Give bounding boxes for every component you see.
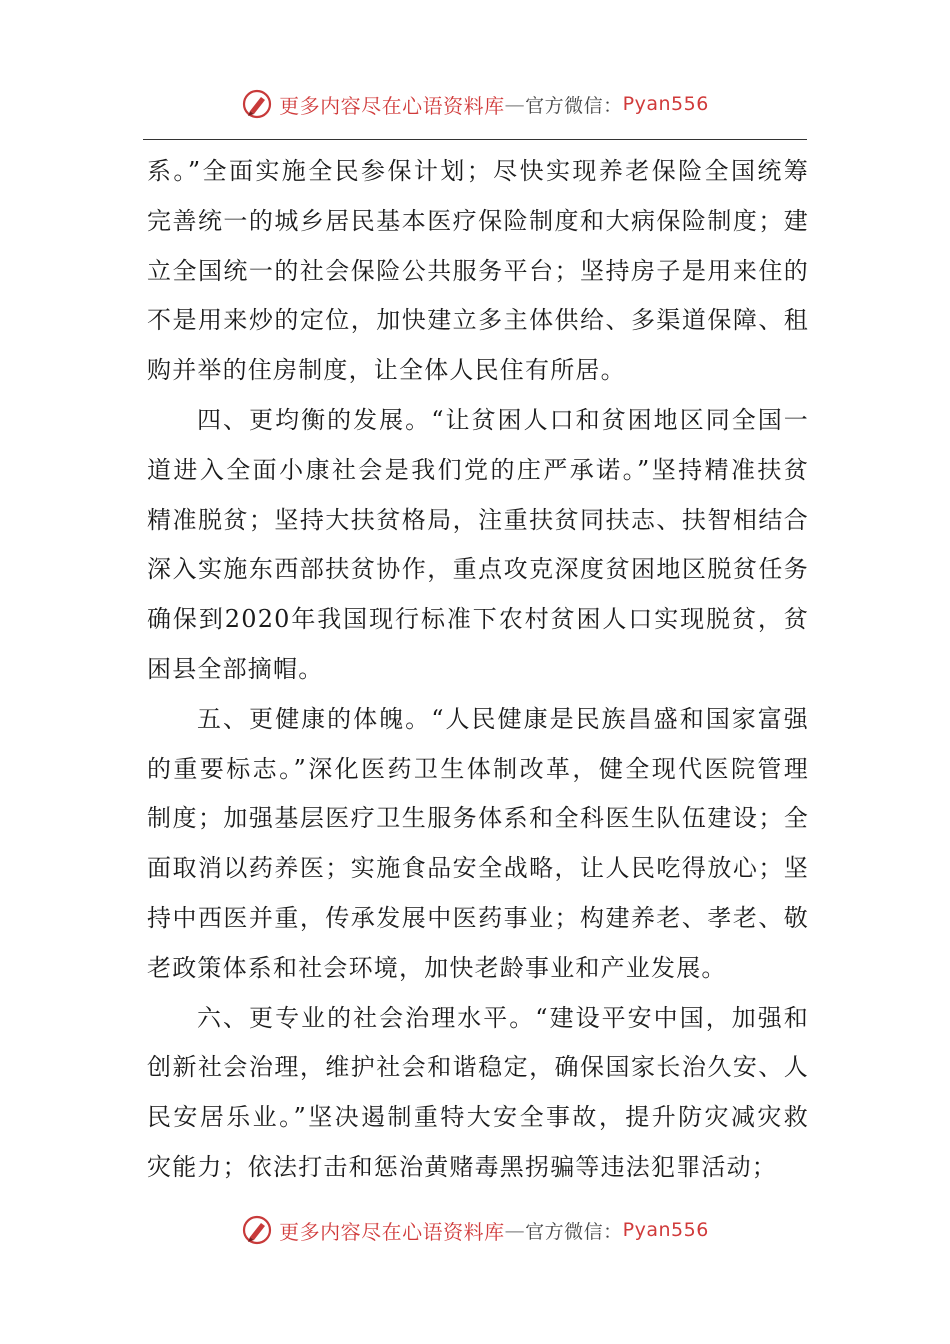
paragraph-four-start: 四、更均衡的发展。“让贫困人口和贫困地区同全国一 — [197, 405, 809, 434]
header-banner — [0, 84, 950, 124]
header-divider — [143, 139, 807, 140]
text-line: 制度；加强基层医疗卫生服务体系和全科医生队伍建设；全 — [147, 804, 809, 833]
text-line: 不是用来炒的定位，加快建立多主体供给、多渠道保障、租 — [147, 306, 809, 335]
text-line: 的重要标志。”深化医药卫生体制改革，健全现代医院管理 — [147, 754, 809, 783]
footer-separator: — — [504, 1218, 526, 1242]
text-line: 创新社会治理，维护社会和谐稳定，确保国家长治久安、人 — [147, 1053, 809, 1082]
text-line: 困县全部摘帽。 — [147, 654, 324, 683]
pen-logo-icon — [241, 88, 273, 120]
footer-promo: 更多内容尽在心语资料库 — [279, 1219, 505, 1244]
header-promo: 更多内容尽在心语资料库 — [279, 93, 505, 118]
paragraph-six-start: 六、更专业的社会治理水平。“建设平安中国，加强和 — [197, 1003, 809, 1032]
text-line: 面取消以药养医；实施食品安全战略，让人民吃得放心；坚 — [147, 854, 809, 883]
text-line: 灾能力；依法打击和惩治黄赌毒黑拐骗等违法犯罪活动； — [147, 1152, 777, 1181]
text-line: 老政策体系和社会环境，加快老龄事业和产业发展。 — [147, 953, 727, 982]
footer-banner — [0, 1210, 950, 1250]
text-line: 立全国统一的社会保险公共服务平台；坚持房子是用来住的 — [147, 256, 809, 285]
pen-logo-icon — [241, 1214, 273, 1246]
text-line: 民安居乐业。”坚决遏制重特大安全事故，提升防灾减灾救 — [147, 1103, 809, 1132]
footer-wechat-id: Pyan556 — [622, 1219, 709, 1241]
text-line: 系。”全面实施全民参保计划；尽快实现养老保险全国统筹 — [147, 157, 809, 185]
text-line: 购并举的住房制度，让全体人民住有所居。 — [147, 356, 626, 385]
header-wechat-id: Pyan556 — [622, 93, 709, 115]
text-line: 深入实施东西部扶贫协作，重点攻克深度贫困地区脱贫任务 — [147, 555, 809, 584]
text-line: 持中西医并重，传承发展中医药事业；构建养老、孝老、敬 — [147, 903, 809, 932]
text-line: 确保到2020年我国现行标准下农村贫困人口实现脱贫，贫 — [147, 605, 809, 634]
header-wechat-label: 官方微信： — [525, 94, 623, 117]
text-line: 完善统一的城乡居民基本医疗保险制度和大病保险制度；建 — [147, 206, 809, 235]
header-separator: — — [504, 92, 526, 116]
document-body — [147, 147, 809, 1193]
paragraph-five-start: 五、更健康的体魄。“人民健康是民族昌盛和国家富强 — [197, 704, 809, 733]
footer-wechat-label: 官方微信： — [525, 1220, 623, 1243]
text-line: 精准脱贫；坚持大扶贫格局，注重扶贫同扶志、扶智相结合 — [147, 505, 809, 534]
text-line: 道进入全面小康社会是我们党的庄严承诺。”坚持精准扶贫 — [147, 455, 809, 484]
